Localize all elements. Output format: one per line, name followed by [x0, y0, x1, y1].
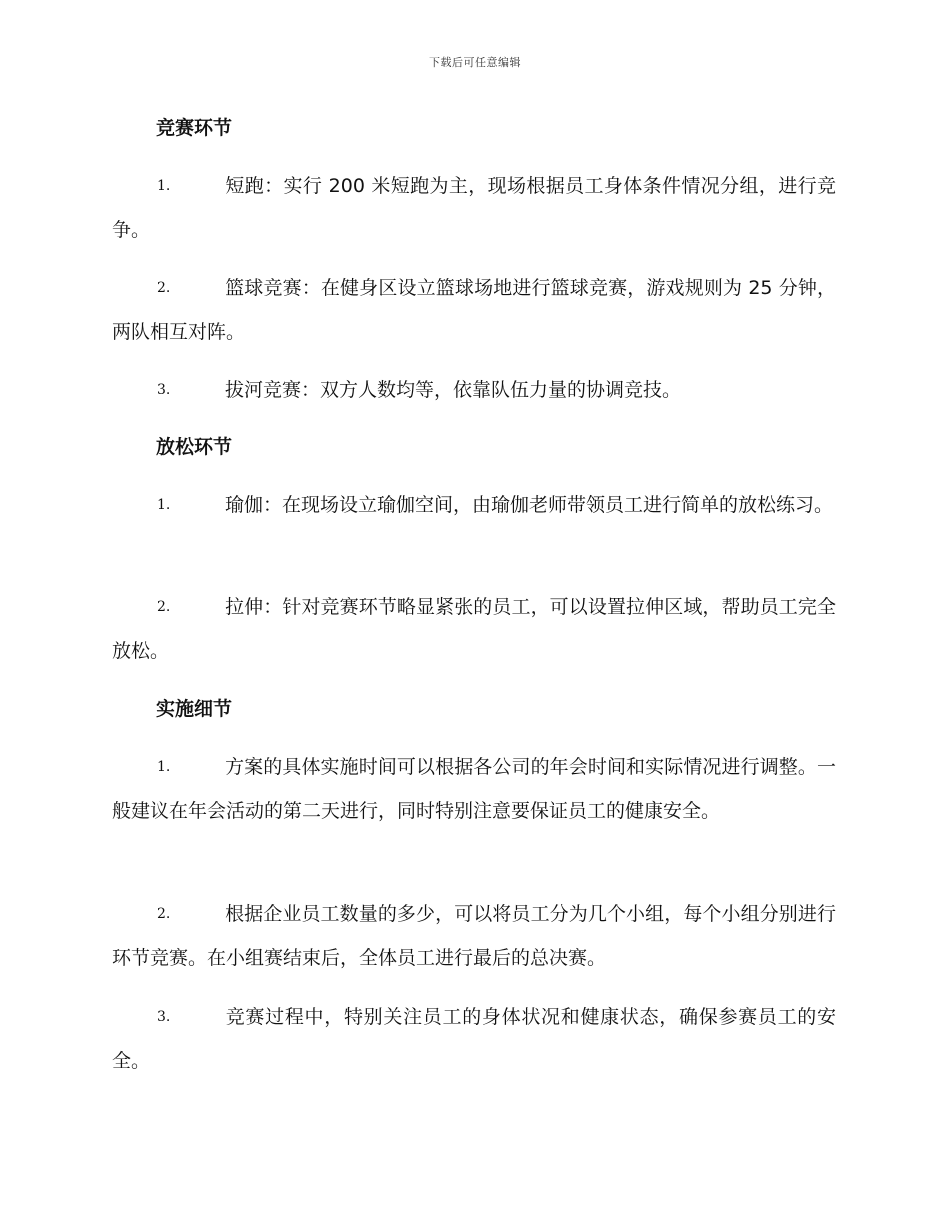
item-text: 篮球竞赛：在健身区设立篮球场地进行篮球竞赛，游戏规则为 25 分钟，两队相互对阵。 [112, 277, 836, 343]
item-text: 拉伸：针对竞赛环节略显紧张的员工，可以设置拉伸区域，帮助员工完全放松。 [112, 596, 836, 662]
list-item [112, 745, 836, 833]
list-item [112, 266, 836, 354]
list-item [112, 483, 836, 527]
header-note: 下载后可任意编辑 [429, 56, 521, 69]
item-text: 方案的具体实施时间可以根据各公司的年会时间和实际情况进行调整。一般建议在年会活动的第二天进行，同时特别注意要保证员工的健康安全。 [112, 756, 836, 822]
item-number: 1. [157, 497, 171, 513]
list-item [112, 164, 836, 252]
item-text: 短跑：实行 200 米短跑为主，现场根据员工身体条件情况分组，进行竞争。 [112, 175, 836, 241]
list-item [112, 995, 836, 1083]
item-number: 1. [157, 759, 171, 775]
item-text: 竞赛过程中，特别关注员工的身体状况和健康状态，确保参赛员工的安全。 [112, 1006, 836, 1072]
item-number: 2. [157, 280, 171, 296]
list-item [112, 585, 836, 673]
section-heading-implementation: 实施细节 [156, 698, 233, 720]
item-number: 1. [157, 178, 171, 194]
item-text: 根据企业员工数量的多少，可以将员工分为几个小组，每个小组分别进行环节竞赛。在小组赛结束后，全体员工进行最后的总决赛。 [112, 903, 836, 969]
item-number: 2. [157, 906, 171, 922]
item-text: 瑜伽：在现场设立瑜伽空间，由瑜伽老师带领员工进行简单的放松练习。 [225, 494, 834, 516]
item-number: 3. [157, 1009, 171, 1025]
item-number: 2. [157, 599, 171, 615]
section-heading-competition: 竞赛环节 [156, 117, 233, 139]
list-item [112, 368, 836, 412]
item-number: 3. [157, 382, 171, 398]
section-heading-relaxation: 放松环节 [156, 436, 233, 458]
item-text: 拔河竞赛：双方人数均等，依靠队伍力量的协调竞技。 [225, 379, 682, 401]
list-item [112, 892, 836, 980]
